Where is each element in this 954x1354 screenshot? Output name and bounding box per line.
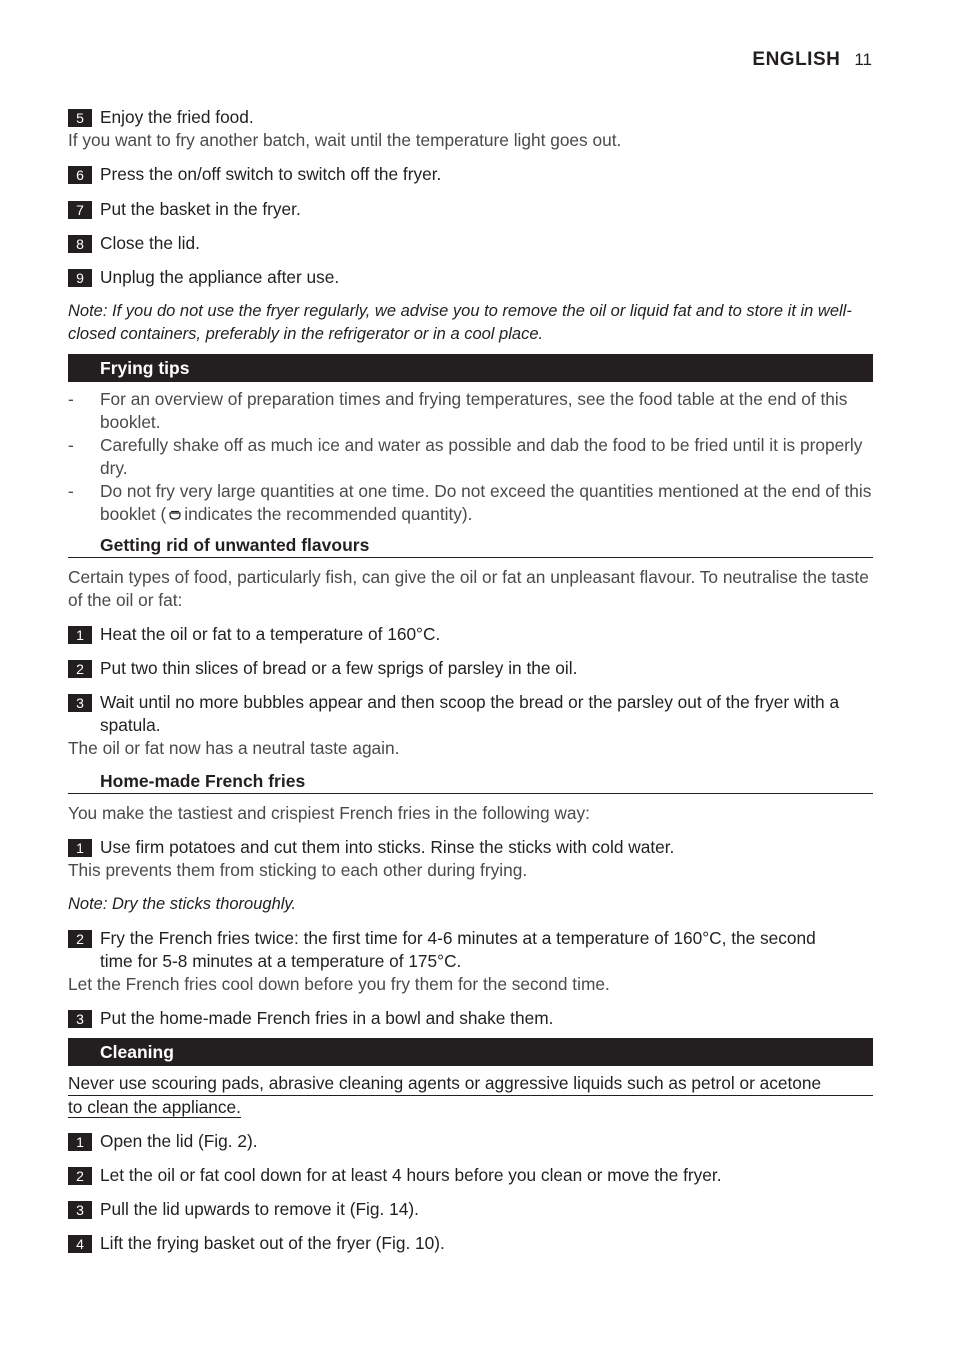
step-text: Wait until no more bubbles appear and then scoop the bread or the parsley out of the fryer with a spatula. xyxy=(100,692,840,735)
list-item: - Carefully shake off as much ice and water as possible and dab the food to be fried until it is properly dry. xyxy=(68,435,863,478)
step-text: Put the home-made French fries in a bowl and shake them. xyxy=(100,1008,554,1028)
tips-list xyxy=(68,388,873,526)
cleaning-warning xyxy=(68,1072,873,1119)
section-heading-flavours: Getting rid of unwanted flavours xyxy=(68,534,873,558)
section-heading-french-fries: Home-made French fries xyxy=(68,770,873,794)
dry-note: Note: Dry the sticks thoroughly. xyxy=(68,895,297,913)
step-item xyxy=(68,232,873,255)
info-text: This prevents them from sticking to each other during frying. xyxy=(68,860,528,880)
step-item xyxy=(68,657,873,680)
warning-line: to clean the appliance. xyxy=(68,1097,241,1117)
step-item xyxy=(68,1130,873,1153)
step-number: 2 xyxy=(68,660,92,678)
step-number: 6 xyxy=(68,166,92,184)
step-text: Open the lid (Fig. 2). xyxy=(100,1131,258,1151)
warning-line: Never use scouring pads, abrasive cleaning agents or aggressive liquids such as petrol or acetone xyxy=(68,1072,873,1096)
step-number: 1 xyxy=(68,1133,92,1151)
step-number: 2 xyxy=(68,930,92,948)
section-bar-frying-tips: Frying tips xyxy=(68,354,873,382)
step-item xyxy=(68,836,873,859)
intro-text: You make the tastiest and crispiest French fries in the following way: xyxy=(68,803,590,823)
step-number: 8 xyxy=(68,235,92,253)
step-item xyxy=(68,623,873,646)
step-number: 2 xyxy=(68,1167,92,1185)
step-number: 4 xyxy=(68,1235,92,1253)
step-text: Close the lid. xyxy=(100,233,200,253)
step-text: Lift the frying basket out of the fryer (Fig. 10). xyxy=(100,1233,445,1253)
step-number: 1 xyxy=(68,839,92,857)
step-number: 3 xyxy=(68,1010,92,1028)
step-text: Put the basket in the fryer. xyxy=(100,199,301,219)
step-item xyxy=(68,927,840,973)
step-number: 5 xyxy=(68,109,92,127)
storage-note: Note: If you do not use the fryer regularly, we advise you to remove the oil or liquid fat and to store it in well-closed containers, preferably in the refrigerator or in a cool place. xyxy=(68,302,852,343)
step-number: 1 xyxy=(68,626,92,644)
step-item xyxy=(68,1007,873,1030)
step-number: 3 xyxy=(68,1201,92,1219)
step-number: 7 xyxy=(68,201,92,219)
intro-text: Certain types of food, particularly fish, can give the oil or fat an unpleasant flavour. To neutralise the taste of the oil or fat: xyxy=(68,567,869,610)
step-number: 3 xyxy=(68,694,92,712)
step-text: Put two thin slices of bread or a few sprigs of parsley in the oil. xyxy=(100,658,578,678)
step-item xyxy=(68,106,873,129)
info-text: If you want to fry another batch, wait until the temperature light goes out. xyxy=(68,130,622,150)
language-label: ENGLISH xyxy=(752,49,841,70)
step-number: 9 xyxy=(68,269,92,287)
step-text: Unplug the appliance after use. xyxy=(100,267,340,287)
page-number: 11 xyxy=(854,50,872,69)
step-item xyxy=(68,198,873,221)
step-text: Use firm potatoes and cut them into sticks. Rinse the sticks with cold water. xyxy=(100,837,675,857)
step-item xyxy=(68,163,873,186)
page-header xyxy=(752,47,872,73)
recommended-quantity-icon xyxy=(169,510,181,521)
step-item xyxy=(68,266,873,289)
step-text: Press the on/off switch to switch off the fryer. xyxy=(100,164,442,184)
info-text: Let the French fries cool down before you fry them for the second time. xyxy=(68,974,610,994)
step-item xyxy=(68,1232,873,1255)
step-item xyxy=(68,691,873,737)
list-item: - For an overview of preparation times and frying temperatures, see the food table at the end of this booklet. xyxy=(68,389,848,432)
step-item xyxy=(68,1164,873,1187)
step-item xyxy=(68,1198,873,1221)
step-text: Heat the oil or fat to a temperature of 160°C. xyxy=(100,624,441,644)
step-text: Pull the lid upwards to remove it (Fig. 14). xyxy=(100,1199,419,1219)
step-text: Enjoy the fried food. xyxy=(100,107,254,127)
list-item: - Do not fry very large quantities at one time. Do not exceed the quantities mentioned at the end of this booklet ( indicates the recommended quantity). xyxy=(68,481,872,524)
page-content xyxy=(68,106,873,1255)
section-bar-cleaning: Cleaning xyxy=(68,1038,873,1066)
step-text: Fry the French fries twice: the first time for 4-6 minutes at a temperature of 160°C, the second time for 5-8 minutes at a temperature of 175°C. xyxy=(100,928,816,971)
result-text: The oil or fat now has a neutral taste again. xyxy=(68,738,400,758)
step-text: Let the oil or fat cool down for at least 4 hours before you clean or move the fryer. xyxy=(100,1165,722,1185)
